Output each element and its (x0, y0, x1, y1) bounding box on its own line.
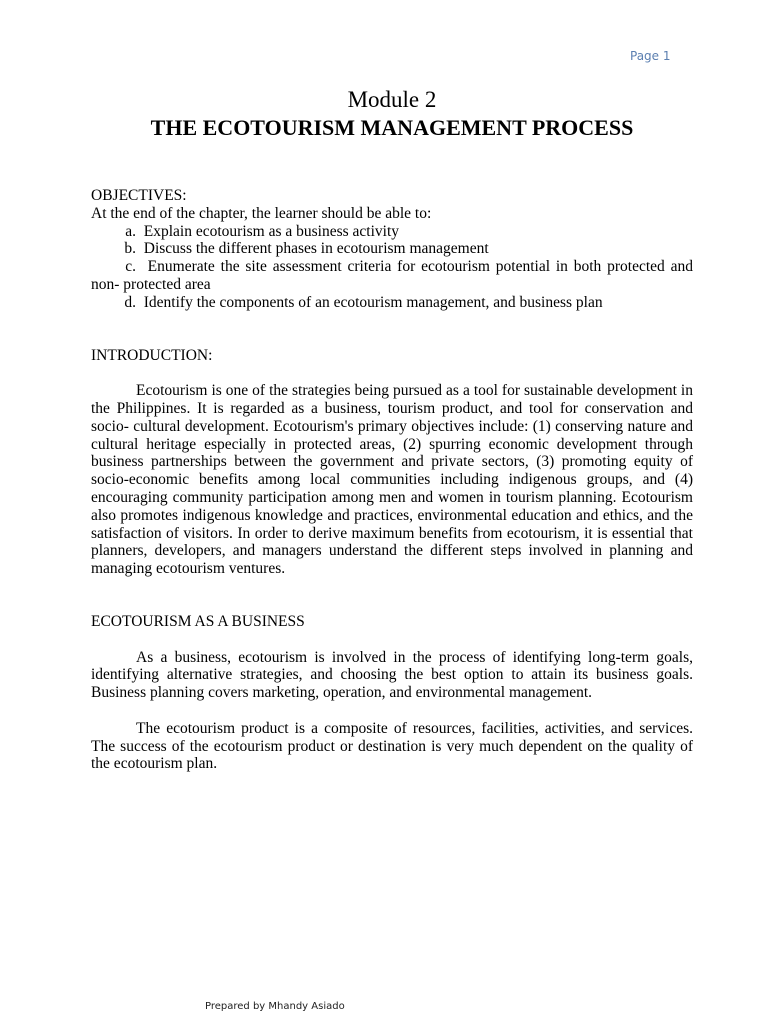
list-item (91, 294, 693, 312)
list-item (91, 258, 693, 294)
module-label: Module 2 (347, 87, 437, 112)
list-item (91, 223, 693, 241)
list-item-text: Discuss the different phases in ecotourism management (143, 240, 489, 258)
objectives-heading: OBJECTIVES: (91, 187, 187, 204)
list-item (91, 240, 693, 258)
footer-prepared-by: Prepared by Mhandy Asiado (205, 1001, 345, 1012)
objectives-intro: At the end of the chapter, the learner should be able to: (91, 204, 432, 222)
list-marker: c. (125, 258, 136, 276)
page-number: Page 1 (630, 49, 671, 63)
introduction-heading: INTRODUCTION: (91, 346, 213, 364)
introduction-paragraph: Ecotourism is one of the strategies being pursued as a tool for sustainable development in the Philippines. It is regarded as a business, tourism product, and tool for conservation and socio- cultural development. Ecotourism's primary objectives include: (1) conserving nature and cultural heritage especially in protected areas, (2) spurring economic development through business partnerships between the government and private sectors, (3) promoting equity of socio-economic benefits among local communities including indigenous groups, and (4) encouraging community participation among men and women in tourism planning. Ecotourism also promotes indigenous knowledge and practices, environmental education and ethics, and the satisfaction of visitors. In order to derive maximum benefits from ecotourism, it is essential that planners, developers, and managers understand the different steps involved in planning and managing ecotourism ventures. (91, 382, 693, 578)
list-marker: a. (125, 222, 136, 240)
list-item-text: Explain ecotourism as a business activity (143, 222, 400, 240)
title-block (91, 86, 693, 141)
page-title: THE ECOTOURISM MANAGEMENT PROCESS (150, 115, 634, 140)
document-body (91, 187, 693, 773)
business-paragraph-1: As a business, ecotourism is involved in the process of identifying long-term goals, identifying alternative strategies, and choosing the best option to attain its business goals. Business planning covers marketing, operation, and environmental management. (91, 648, 693, 702)
objectives-list (91, 223, 693, 312)
list-marker: b. (124, 240, 136, 258)
list-item-text: Enumerate the site assessment criteria for ecotourism potential in both protected and non- protected area (91, 258, 693, 293)
list-item-text: Identify the components of an ecotourism management, and business plan (143, 293, 603, 311)
business-paragraph-2: The ecotourism product is a composite of resources, facilities, activities, and services. The success of the ecotourism product or destination is very much dependent on the quality of the ecotourism plan. (91, 719, 693, 773)
list-marker: d. (124, 293, 136, 311)
business-heading: ECOTOURISM AS A BUSINESS (91, 612, 305, 630)
